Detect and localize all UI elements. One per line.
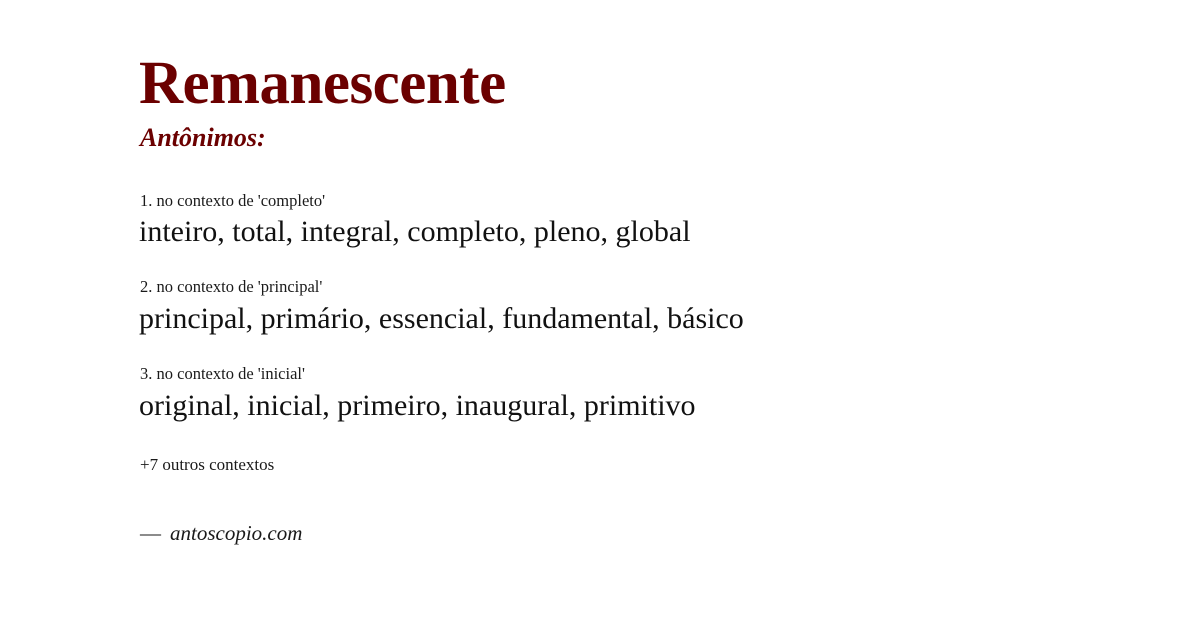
sense-antonyms: principal, primário, essencial, fundamental, básico — [139, 301, 744, 335]
section-subtitle: Antônimos: — [140, 123, 266, 153]
sense-list — [139, 191, 1130, 425]
sense-entry — [139, 364, 1130, 425]
source-attribution — [140, 521, 1130, 546]
sense-context-label: 3. no contexto de 'inicial' — [140, 363, 305, 383]
sense-context-label: 1. no contexto de 'completo' — [140, 190, 326, 210]
sense-antonyms: inteiro, total, integral, completo, pleno, global — [139, 215, 691, 249]
sense-antonyms: original, inicial, primeiro, inaugural, primitivo — [139, 388, 696, 422]
more-contexts-note: +7 outros contextos — [140, 454, 275, 474]
page-title: Remanescente — [139, 50, 506, 117]
sense-entry — [139, 191, 1130, 252]
sense-context-label: 2. no contexto de 'principal' — [140, 277, 323, 297]
sense-entry — [139, 277, 1130, 338]
em-dash: — — [140, 520, 161, 545]
source-name: antoscopio.com — [170, 520, 303, 545]
